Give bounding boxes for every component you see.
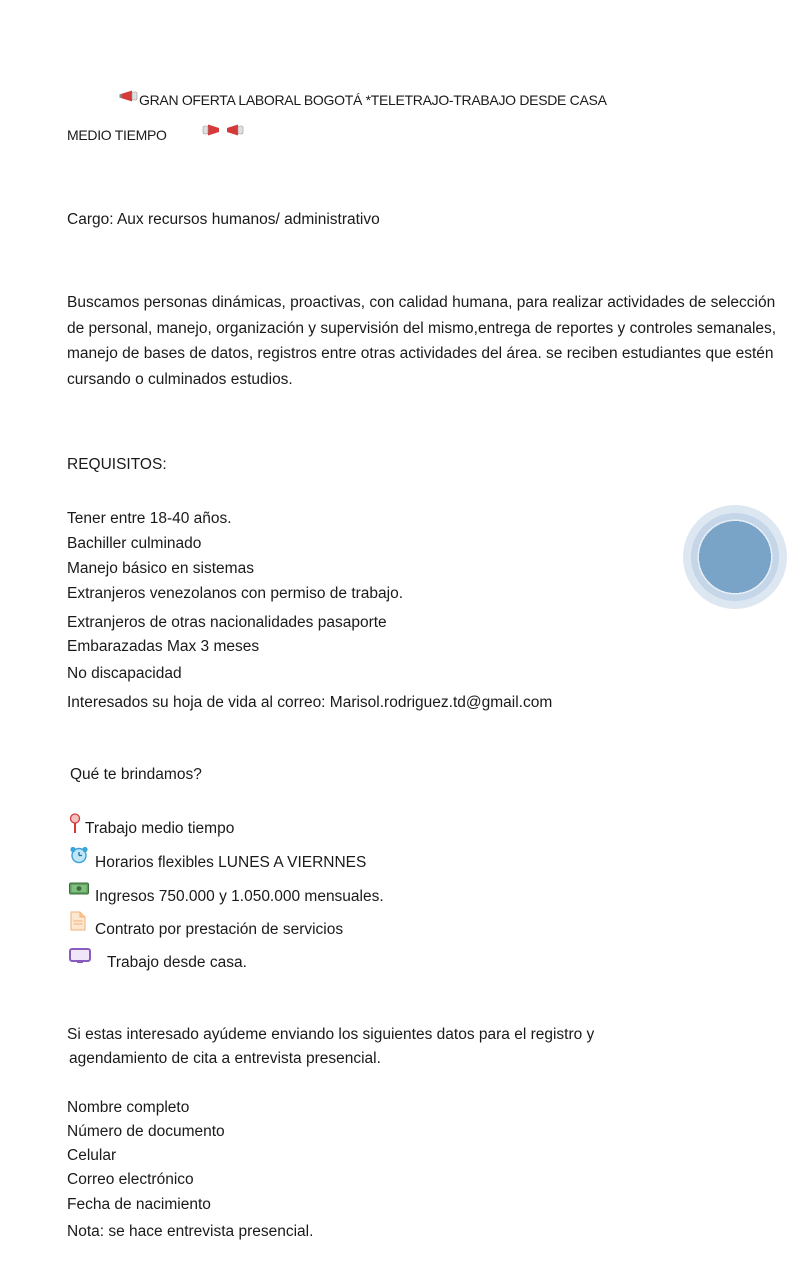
offer-item: Horarios flexibles LUNES A VIERNNES xyxy=(95,854,367,871)
megaphone-icon xyxy=(201,124,221,136)
requirements-heading: REQUISITOS: xyxy=(67,456,167,473)
register-field: Número de documento xyxy=(67,1123,225,1140)
offer-item: Ingresos 750.000 y 1.050.000 mensuales. xyxy=(95,888,384,905)
offer-heading: Qué te brindamos? xyxy=(70,766,202,783)
register-field: Correo electrónico xyxy=(67,1171,194,1188)
register-intro: Si estas interesado ayúdeme enviando los siguientes datos para el registro y xyxy=(67,1026,595,1043)
tv-icon xyxy=(69,948,91,964)
document-icon xyxy=(70,911,86,931)
money-icon xyxy=(69,882,89,896)
megaphone-icon xyxy=(119,90,139,102)
register-field: Celular xyxy=(67,1147,117,1164)
requirement-item: Extranjeros venezolanos con permiso de trabajo. xyxy=(67,585,404,602)
offer-item: Trabajo medio tiempo xyxy=(85,820,235,837)
requirement-item: No discapacidad xyxy=(67,665,182,682)
requirement-item: Embarazadas Max 3 meses xyxy=(67,638,260,655)
alarm-clock-icon xyxy=(69,846,89,864)
requirement-item: Manejo básico en sistemas xyxy=(67,560,254,577)
page-subtitle: MEDIO TIEMPO xyxy=(67,127,167,143)
megaphone-icon xyxy=(225,124,245,136)
register-intro: agendamiento de cita a entrevista presencial. xyxy=(69,1050,381,1067)
requirement-item-email: Interesados su hoja de vida al correo: Marisol.rodriguez.td@gmail.com xyxy=(67,694,553,711)
job-position: Cargo: Aux recursos humanos/ administrativo xyxy=(67,211,380,228)
requirement-item: Tener entre 18-40 años. xyxy=(67,510,232,527)
requirement-item: Bachiller culminado xyxy=(67,535,202,552)
floating-action-button[interactable] xyxy=(683,505,787,609)
job-description: Buscamos personas dinámicas, proactivas, con calidad humana, para realizar actividades de selección de personal, manejo, organización y supervisión del mismo,entrega de reportes y controles semanales, manejo de bases de datos, registros entre otras actividades del área. se reciben estudiantes que estén cursando o culminados estudios. xyxy=(67,294,777,389)
register-field: Nombre completo xyxy=(67,1099,190,1116)
register-field: Fecha de nacimiento xyxy=(67,1196,211,1213)
offer-item: Trabajo desde casa. xyxy=(107,954,247,971)
pushpin-icon xyxy=(68,813,82,835)
page-title: GRAN OFERTA LABORAL BOGOTÁ *TELETRAJO-TRABAJO DESDE CASA xyxy=(139,92,607,108)
requirement-item: Extranjeros de otras nacionalidades pasaporte xyxy=(67,614,387,631)
register-note: Nota: se hace entrevista presencial. xyxy=(67,1223,314,1240)
offer-item: Contrato por prestación de servicios xyxy=(95,921,344,938)
